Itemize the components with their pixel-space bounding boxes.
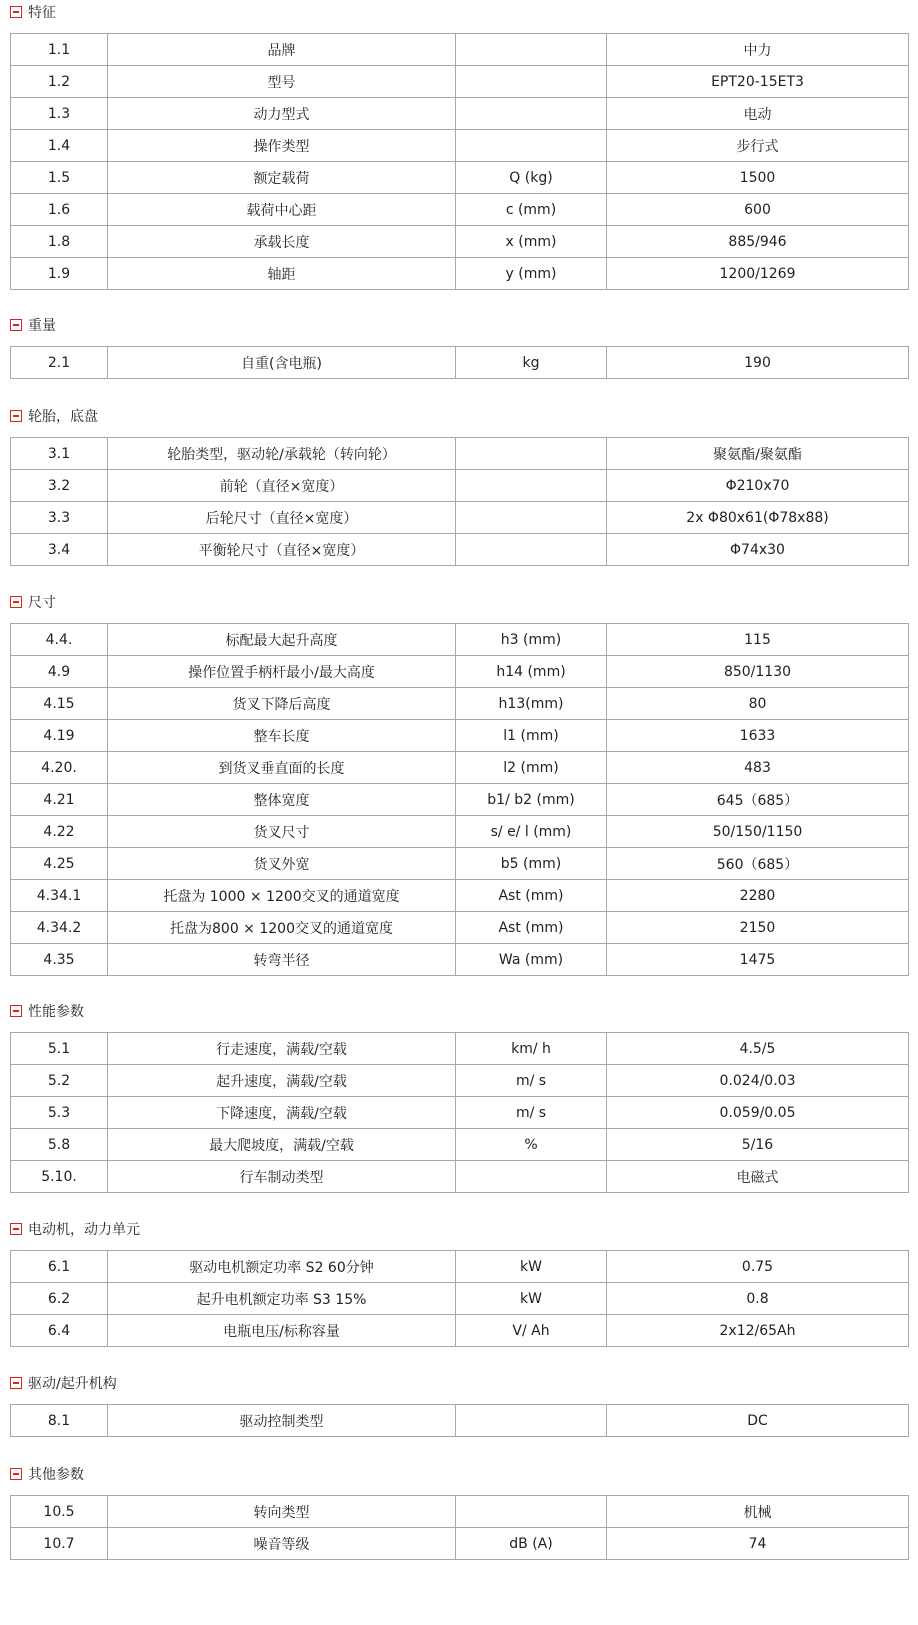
spec-number-cell: 6.4: [11, 1315, 108, 1347]
spec-number-cell: 8.1: [11, 1405, 108, 1437]
spec-unit-cell: Ast (mm): [456, 880, 607, 912]
table-row: [11, 1033, 909, 1065]
spec-name-cell: 托盘为800 × 1200交叉的通道宽度: [108, 912, 456, 944]
spec-unit-cell: dB (A): [456, 1528, 607, 1560]
table-row: [11, 162, 909, 194]
table-row: [11, 624, 909, 656]
spec-number-cell: 4.34.1: [11, 880, 108, 912]
spec-value-cell: 115: [607, 624, 909, 656]
section-header-other-params[interactable]: [0, 1464, 918, 1484]
collapse-minus-icon[interactable]: [10, 1377, 22, 1389]
spec-value-cell: Φ74x30: [607, 534, 909, 566]
table-row: [11, 848, 909, 880]
spec-number-cell: 1.3: [11, 98, 108, 130]
spec-number-cell: 4.20.: [11, 752, 108, 784]
section-title: 驱动/起升机构: [28, 1376, 117, 1392]
spec-value-cell: 1633: [607, 720, 909, 752]
spec-unit-cell: [456, 1405, 607, 1437]
spec-unit-cell: [456, 534, 607, 566]
spec-number-cell: 3.4: [11, 534, 108, 566]
spec-number-cell: 3.3: [11, 502, 108, 534]
spec-number-cell: 5.8: [11, 1129, 108, 1161]
spec-name-cell: 后轮尺寸（直径×宽度）: [108, 502, 456, 534]
spec-number-cell: 4.35: [11, 944, 108, 976]
spec-name-cell: 动力型式: [108, 98, 456, 130]
spec-value-cell: 190: [607, 347, 909, 379]
table-row: [11, 1315, 909, 1347]
table-row: [11, 534, 909, 566]
spec-number-cell: 4.21: [11, 784, 108, 816]
section-title: 电动机，动力单元: [28, 1222, 140, 1238]
table-row: [11, 1251, 909, 1283]
spec-unit-cell: Ast (mm): [456, 912, 607, 944]
spec-value-cell: 2280: [607, 880, 909, 912]
spec-value-cell: Φ210x70: [607, 470, 909, 502]
spec-number-cell: 1.5: [11, 162, 108, 194]
spec-number-cell: 6.1: [11, 1251, 108, 1283]
spec-unit-cell: [456, 1161, 607, 1193]
spec-value-cell: 483: [607, 752, 909, 784]
table-row: [11, 944, 909, 976]
table-row: [11, 1161, 909, 1193]
spec-unit-cell: [456, 98, 607, 130]
collapse-minus-icon[interactable]: [10, 1468, 22, 1480]
table-row: [11, 470, 909, 502]
spec-unit-cell: m/ s: [456, 1065, 607, 1097]
spec-name-cell: 驱动控制类型: [108, 1405, 456, 1437]
spec-name-cell: 起升电机额定功率 S3 15%: [108, 1283, 456, 1315]
spec-number-cell: 10.5: [11, 1496, 108, 1528]
spec-name-cell: 轮胎类型，驱动轮/承载轮（转向轮）: [108, 438, 456, 470]
section-header-tires-chassis[interactable]: [0, 406, 918, 426]
spec-table-drive-lift: [10, 1404, 909, 1437]
table-row: [11, 258, 909, 290]
spec-value-cell: 0.75: [607, 1251, 909, 1283]
spec-number-cell: 4.19: [11, 720, 108, 752]
table-row: [11, 688, 909, 720]
spec-number-cell: 5.3: [11, 1097, 108, 1129]
table-row: [11, 1528, 909, 1560]
spec-value-cell: EPT20-15ET3: [607, 66, 909, 98]
spec-value-cell: 80: [607, 688, 909, 720]
spec-unit-cell: c (mm): [456, 194, 607, 226]
spec-unit-cell: h3 (mm): [456, 624, 607, 656]
spec-number-cell: 4.22: [11, 816, 108, 848]
spec-unit-cell: l1 (mm): [456, 720, 607, 752]
table-row: [11, 752, 909, 784]
spec-name-cell: 平衡轮尺寸（直径×宽度）: [108, 534, 456, 566]
section-header-features[interactable]: [0, 2, 918, 22]
spec-unit-cell: m/ s: [456, 1097, 607, 1129]
spec-table-tires-chassis: [10, 437, 909, 566]
spec-name-cell: 最大爬坡度，满载/空载: [108, 1129, 456, 1161]
spec-value-cell: 0.059/0.05: [607, 1097, 909, 1129]
table-row: [11, 880, 909, 912]
spec-name-cell: 标配最大起升高度: [108, 624, 456, 656]
spec-name-cell: 托盘为 1000 × 1200交叉的通道宽度: [108, 880, 456, 912]
section-header-weight[interactable]: [0, 315, 918, 335]
spec-number-cell: 1.1: [11, 34, 108, 66]
spec-unit-cell: [456, 1496, 607, 1528]
spec-unit-cell: V/ Ah: [456, 1315, 607, 1347]
spec-number-cell: 4.15: [11, 688, 108, 720]
collapse-minus-icon[interactable]: [10, 1005, 22, 1017]
spec-name-cell: 前轮（直径×宽度）: [108, 470, 456, 502]
spec-value-cell: DC: [607, 1405, 909, 1437]
spec-value-cell: 74: [607, 1528, 909, 1560]
spec-number-cell: 10.7: [11, 1528, 108, 1560]
table-row: [11, 438, 909, 470]
spec-unit-cell: kW: [456, 1283, 607, 1315]
spec-value-cell: 600: [607, 194, 909, 226]
spec-value-cell: 2x Φ80x61(Φ78x88): [607, 502, 909, 534]
section-title: 轮胎，底盘: [28, 409, 98, 425]
spec-name-cell: 到货叉垂直面的长度: [108, 752, 456, 784]
spec-unit-cell: %: [456, 1129, 607, 1161]
spec-name-cell: 整车长度: [108, 720, 456, 752]
section-header-dimensions[interactable]: [0, 592, 918, 612]
spec-value-cell: 步行式: [607, 130, 909, 162]
spec-number-cell: 5.1: [11, 1033, 108, 1065]
spec-unit-cell: x (mm): [456, 226, 607, 258]
spec-unit-cell: [456, 470, 607, 502]
spec-value-cell: 2x12/65Ah: [607, 1315, 909, 1347]
spec-unit-cell: [456, 438, 607, 470]
section-header-performance[interactable]: [0, 1001, 918, 1021]
spec-unit-cell: kg: [456, 347, 607, 379]
spec-number-cell: 3.1: [11, 438, 108, 470]
spec-name-cell: 转弯半径: [108, 944, 456, 976]
section-header-motor-power-unit[interactable]: [0, 1219, 918, 1239]
table-row: [11, 656, 909, 688]
collapse-minus-icon[interactable]: [10, 6, 22, 18]
table-row: [11, 130, 909, 162]
spec-value-cell: 2150: [607, 912, 909, 944]
spec-number-cell: 4.9: [11, 656, 108, 688]
spec-name-cell: 载荷中心距: [108, 194, 456, 226]
spec-name-cell: 起升速度，满载/空载: [108, 1065, 456, 1097]
section-title: 其他参数: [28, 1467, 84, 1483]
spec-name-cell: 型号: [108, 66, 456, 98]
spec-number-cell: 5.10.: [11, 1161, 108, 1193]
spec-name-cell: 货叉尺寸: [108, 816, 456, 848]
spec-name-cell: 下降速度，满载/空载: [108, 1097, 456, 1129]
spec-unit-cell: b1/ b2 (mm): [456, 784, 607, 816]
spec-number-cell: 5.2: [11, 1065, 108, 1097]
spec-value-cell: 机械: [607, 1496, 909, 1528]
spec-unit-cell: h13(mm): [456, 688, 607, 720]
spec-value-cell: 560（685）: [607, 848, 909, 880]
spec-value-cell: 电动: [607, 98, 909, 130]
spec-unit-cell: [456, 66, 607, 98]
spec-name-cell: 转向类型: [108, 1496, 456, 1528]
collapse-minus-icon[interactable]: [10, 596, 22, 608]
spec-name-cell: 品牌: [108, 34, 456, 66]
spec-number-cell: 3.2: [11, 470, 108, 502]
collapse-minus-icon[interactable]: [10, 1223, 22, 1235]
spec-number-cell: 1.8: [11, 226, 108, 258]
table-row: [11, 347, 909, 379]
spec-table-features: [10, 33, 909, 290]
spec-number-cell: 1.6: [11, 194, 108, 226]
spec-name-cell: 操作类型: [108, 130, 456, 162]
spec-value-cell: 0.024/0.03: [607, 1065, 909, 1097]
spec-name-cell: 货叉下降后高度: [108, 688, 456, 720]
section-title: 特征: [28, 5, 56, 21]
spec-value-cell: 1475: [607, 944, 909, 976]
table-row: [11, 784, 909, 816]
table-row: [11, 502, 909, 534]
spec-name-cell: 电瓶电压/标称容量: [108, 1315, 456, 1347]
spec-unit-cell: [456, 502, 607, 534]
spec-unit-cell: kW: [456, 1251, 607, 1283]
spec-value-cell: 5/16: [607, 1129, 909, 1161]
spec-table-weight: [10, 346, 909, 379]
spec-value-cell: 聚氨酯/聚氨酯: [607, 438, 909, 470]
spec-value-cell: 0.8: [607, 1283, 909, 1315]
spec-name-cell: 货叉外宽: [108, 848, 456, 880]
table-row: [11, 1129, 909, 1161]
spec-table-motor-power-unit: [10, 1250, 909, 1347]
spec-number-cell: 1.9: [11, 258, 108, 290]
spec-name-cell: 承载长度: [108, 226, 456, 258]
table-row: [11, 912, 909, 944]
spec-value-cell: 电磁式: [607, 1161, 909, 1193]
spec-name-cell: 行走速度，满载/空载: [108, 1033, 456, 1065]
spec-value-cell: 1500: [607, 162, 909, 194]
spec-unit-cell: Wa (mm): [456, 944, 607, 976]
table-row: [11, 34, 909, 66]
table-row: [11, 194, 909, 226]
spec-table-other-params: [10, 1495, 909, 1560]
spec-value-cell: 1200/1269: [607, 258, 909, 290]
table-row: [11, 1097, 909, 1129]
spec-name-cell: 整体宽度: [108, 784, 456, 816]
collapse-minus-icon[interactable]: [10, 319, 22, 331]
spec-unit-cell: km/ h: [456, 1033, 607, 1065]
spec-unit-cell: [456, 34, 607, 66]
spec-number-cell: 4.4.: [11, 624, 108, 656]
spec-name-cell: 行车制动类型: [108, 1161, 456, 1193]
table-row: [11, 1065, 909, 1097]
table-row: [11, 98, 909, 130]
spec-value-cell: 50/150/1150: [607, 816, 909, 848]
section-title: 尺寸: [28, 595, 56, 611]
spec-name-cell: 噪音等级: [108, 1528, 456, 1560]
spec-number-cell: 6.2: [11, 1283, 108, 1315]
spec-number-cell: 1.2: [11, 66, 108, 98]
spec-value-cell: 4.5/5: [607, 1033, 909, 1065]
table-row: [11, 66, 909, 98]
spec-number-cell: 2.1: [11, 347, 108, 379]
spec-unit-cell: Q (kg): [456, 162, 607, 194]
spec-unit-cell: l2 (mm): [456, 752, 607, 784]
spec-name-cell: 轴距: [108, 258, 456, 290]
table-row: [11, 720, 909, 752]
spec-value-cell: 中力: [607, 34, 909, 66]
spec-name-cell: 自重(含电瓶): [108, 347, 456, 379]
spec-number-cell: 4.25: [11, 848, 108, 880]
spec-table-performance: [10, 1032, 909, 1193]
spec-unit-cell: s/ e/ l (mm): [456, 816, 607, 848]
spec-name-cell: 操作位置手柄杆最小/最大高度: [108, 656, 456, 688]
spec-name-cell: 额定载荷: [108, 162, 456, 194]
spec-table-dimensions: [10, 623, 909, 976]
section-title: 重量: [28, 318, 56, 334]
spec-value-cell: 645（685）: [607, 784, 909, 816]
spec-value-cell: 850/1130: [607, 656, 909, 688]
table-row: [11, 816, 909, 848]
spec-unit-cell: [456, 130, 607, 162]
table-row: [11, 1283, 909, 1315]
spec-number-cell: 4.34.2: [11, 912, 108, 944]
spec-value-cell: 885/946: [607, 226, 909, 258]
spec-number-cell: 1.4: [11, 130, 108, 162]
spec-unit-cell: y (mm): [456, 258, 607, 290]
section-title: 性能参数: [28, 1004, 84, 1020]
table-row: [11, 1496, 909, 1528]
section-header-drive-lift[interactable]: [0, 1373, 918, 1393]
spec-unit-cell: h14 (mm): [456, 656, 607, 688]
table-row: [11, 226, 909, 258]
table-row: [11, 1405, 909, 1437]
spec-unit-cell: b5 (mm): [456, 848, 607, 880]
collapse-minus-icon[interactable]: [10, 410, 22, 422]
spec-name-cell: 驱动电机额定功率 S2 60分钟: [108, 1251, 456, 1283]
